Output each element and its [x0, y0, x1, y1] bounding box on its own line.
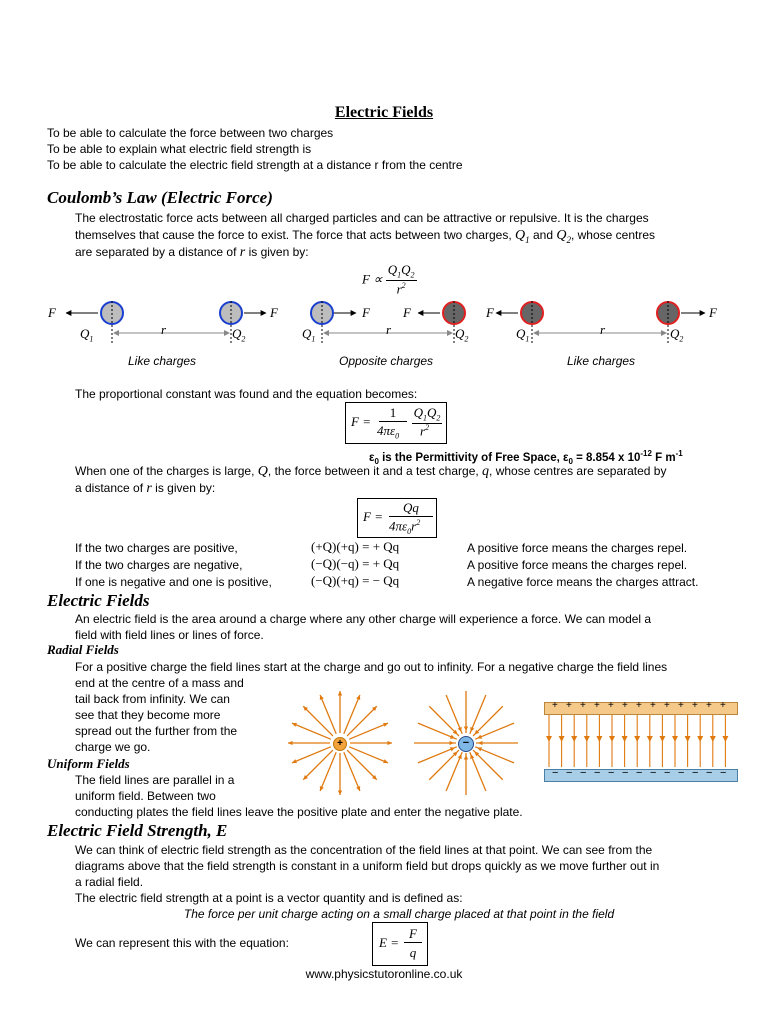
strength-line1: We can think of electric field strength as the concentration of the field lines at that point. We can see from the	[75, 843, 653, 857]
field-arrowhead	[478, 741, 483, 745]
plate-plus-sign: +	[706, 700, 712, 711]
field-arrowhead	[449, 741, 454, 745]
radial-field-diagrams	[280, 688, 520, 798]
uniform-field-arrowhead	[559, 736, 565, 742]
plate-plus-sign: +	[566, 700, 572, 711]
constant-text: The proportional constant was found and the equation becomes:	[75, 387, 418, 401]
plate-plus-sign: +	[594, 700, 600, 711]
large-charge-line1: When one of the charges is large, Q, the force between it and a test charge, q, whose centres are separated by	[75, 464, 667, 479]
caption-like-charges-2: Like charges	[567, 354, 636, 368]
uniform-field-arrowhead	[596, 736, 602, 742]
coulomb-para-line3: are separated by a distance of r is given by:	[75, 245, 309, 260]
page-title: Electric Fields	[334, 104, 434, 121]
caption-opposite-charges: Opposite charges	[339, 354, 434, 368]
plate-minus-sign: −	[622, 767, 629, 779]
objective-3: To be able to calculate the electric field strength at a distance r from the centre	[47, 158, 463, 172]
case-negative-calc: (−Q)(−q) = + Qq	[311, 556, 400, 571]
radial-line3: tail back from infinity. We can	[75, 692, 230, 706]
plate-minus-sign: −	[594, 767, 601, 779]
uniform-field-arrowhead	[685, 736, 691, 742]
force-label: F	[362, 305, 370, 320]
field-arrowhead	[338, 691, 342, 696]
charge-q1-label: $Q_1$	[80, 326, 94, 344]
field-strength-definition: The force per unit charge acting on a small charge placed at that point in the field	[183, 907, 615, 921]
case-negative-condition: If the two charges are negative,	[75, 558, 243, 572]
negative-charge: −	[458, 736, 474, 752]
plate-plus-sign: +	[636, 700, 642, 711]
field-strength-equation-box: E = F q	[372, 922, 428, 966]
field-arrowhead	[464, 726, 468, 731]
uniform-field-arrowhead	[609, 736, 615, 742]
radial-fields-heading: Radial Fields	[47, 642, 119, 657]
field-line	[347, 706, 377, 736]
field-line	[320, 695, 336, 734]
plate-plus-sign: +	[692, 700, 698, 711]
coulomb-para-line1: The electrostatic force acts between all charged particles and can be attractive or repulsive. It is the charges	[75, 211, 649, 225]
field-strength-heading: Electric Field Strength, E	[47, 821, 228, 840]
field-arrowhead	[464, 755, 468, 760]
plate-minus-sign: −	[636, 767, 643, 779]
radial-line4: see that they become more	[75, 708, 221, 722]
uniform-field-arrowhead	[722, 736, 728, 742]
plate-plus-sign: +	[678, 700, 684, 711]
positive-plate-signs	[548, 700, 734, 714]
plate-plus-sign: +	[580, 700, 586, 711]
field-line	[344, 752, 360, 791]
charge-q2-label: $Q_2$	[455, 326, 469, 344]
field-line	[347, 750, 377, 780]
case-mixed-result: A negative force means the charges attract.	[467, 575, 699, 589]
uniform-field-arrowhead	[584, 736, 590, 742]
case-negative-result: A positive force means the charges repel.	[467, 558, 688, 572]
uniform-field-arrowhead	[659, 736, 665, 742]
case-positive-result: A positive force means the charges repel.	[467, 541, 688, 555]
uniform-line2: uniform field. Between two	[75, 789, 216, 803]
distance-r-label: r	[600, 322, 606, 337]
plate-minus-sign: −	[664, 767, 671, 779]
field-line	[349, 747, 388, 763]
large-charge-line2: a distance of r is given by:	[75, 481, 216, 496]
fields-line2: field with field lines or lines of force.	[75, 628, 264, 642]
uniform-field-arrowhead	[697, 736, 703, 742]
electric-fields-heading: Electric Fields	[47, 591, 150, 610]
plate-plus-sign: +	[664, 700, 670, 711]
distance-r-label: r	[386, 322, 392, 337]
uniform-field-arrowhead	[710, 736, 716, 742]
radial-line5: spread out the further from the	[75, 724, 238, 738]
field-line	[303, 706, 333, 736]
uniform-field-arrowhead	[634, 736, 640, 742]
field-arrowhead	[338, 790, 342, 795]
case-mixed-calc: (−Q)(+q) = − Qq	[311, 573, 400, 588]
charge-q1-label: $Q_1$	[302, 326, 316, 344]
uniform-field-arrowhead	[546, 736, 552, 742]
field-line	[344, 695, 360, 734]
radial-line1: For a positive charge the field lines start at the charge and go out to infinity. For a negative charge the field lines	[75, 660, 668, 674]
plate-plus-sign: +	[622, 700, 628, 711]
coulomb-heading: Coulomb’s Law (Electric Force)	[47, 188, 273, 207]
proportional-equation: F ∝ $\frac{Q_1Q_2}{r^2}$	[362, 262, 415, 296]
coulomb-equation-box: F = 1 $4\pi\varepsilon_0$ $Q_1Q_2$ $r^2$	[345, 402, 447, 444]
represent-text: We can represent this with the equation:	[75, 936, 289, 950]
strength-line2: diagrams above that the field strength is constant in a uniform field but drops quickly as we move further out in	[75, 859, 660, 873]
plate-minus-sign: −	[552, 767, 559, 779]
footer-url: www.physicstutoronline.co.uk	[305, 967, 463, 981]
negative-plate-signs	[548, 767, 734, 781]
uniform-field-arrowhead	[672, 736, 678, 742]
charge-q2-label: $Q_2$	[670, 326, 684, 344]
uniform-line3: conducting plates the field lines leave the positive plate and enter the negative plate.	[75, 805, 523, 819]
plate-minus-sign: −	[720, 767, 727, 779]
plate-minus-sign: −	[678, 767, 685, 779]
uniform-line1: The field lines are parallel in a	[75, 773, 235, 787]
plate-minus-sign: −	[650, 767, 657, 779]
plate-minus-sign: −	[580, 767, 587, 779]
case-mixed-condition: If one is negative and one is positive,	[75, 575, 272, 589]
coulomb-para-line2: themselves that cause the force to exist. The force that acts between two charges, $Q_1$ and $Q_2$, whose centres	[75, 228, 656, 245]
charge-q2-label: $Q_2$	[232, 326, 246, 344]
force-label: F	[486, 305, 494, 320]
field-line	[320, 752, 336, 791]
force-label: F	[709, 305, 717, 320]
case-positive-calc: (+Q)(+q) = + Qq	[311, 539, 400, 554]
strength-line4: The electric field strength at a point is a vector quantity and is defined as:	[75, 891, 463, 905]
radial-line6: charge we go.	[75, 740, 151, 754]
field-line	[292, 747, 331, 763]
plate-plus-sign: +	[650, 700, 656, 711]
plate-minus-sign: −	[608, 767, 615, 779]
field-line	[349, 723, 388, 739]
plate-minus-sign: −	[706, 767, 713, 779]
uniform-field-arrowhead	[571, 736, 577, 742]
plate-minus-sign: −	[692, 767, 699, 779]
field-arrowhead	[288, 741, 293, 745]
plate-plus-sign: +	[720, 700, 726, 711]
force-label: F	[48, 305, 56, 320]
positive-charge: +	[333, 737, 347, 751]
charge-q1-label: $Q_1$	[516, 326, 530, 344]
field-line	[292, 723, 331, 739]
caption-like-charges: Like charges	[128, 354, 197, 368]
objective-2: To be able to explain what electric field strength is	[47, 142, 312, 156]
permittivity-text: $\varepsilon_0$ is the Permittivity of Free Space, $\varepsilon_0 = 8.854$ x $10^{-12}$ F $m^{-1}$	[369, 449, 683, 467]
plate-plus-sign: +	[608, 700, 614, 711]
force-label: F	[270, 305, 278, 320]
fields-line1: An electric field is the area around a charge where any other charge will experience a force. We can model a	[75, 612, 652, 626]
uniform-field-arrowhead	[647, 736, 653, 742]
radial-line2: end at the centre of a mass and	[75, 676, 244, 690]
field-arrowhead	[387, 741, 392, 745]
distance-r-label: r	[161, 322, 167, 337]
plate-minus-sign: −	[566, 767, 573, 779]
strength-line3: a radial field.	[75, 875, 144, 889]
plate-plus-sign: +	[552, 700, 558, 711]
objective-1: To be able to calculate the force between two charges	[47, 126, 334, 140]
uniform-fields-heading: Uniform Fields	[47, 756, 130, 771]
uniform-field-arrowhead	[622, 736, 628, 742]
field-line	[303, 750, 333, 780]
test-charge-equation-box: F = Qq $4\pi\varepsilon_0r^2$	[357, 498, 437, 538]
case-positive-condition: If the two charges are positive,	[75, 541, 238, 555]
force-label: F	[403, 305, 411, 320]
